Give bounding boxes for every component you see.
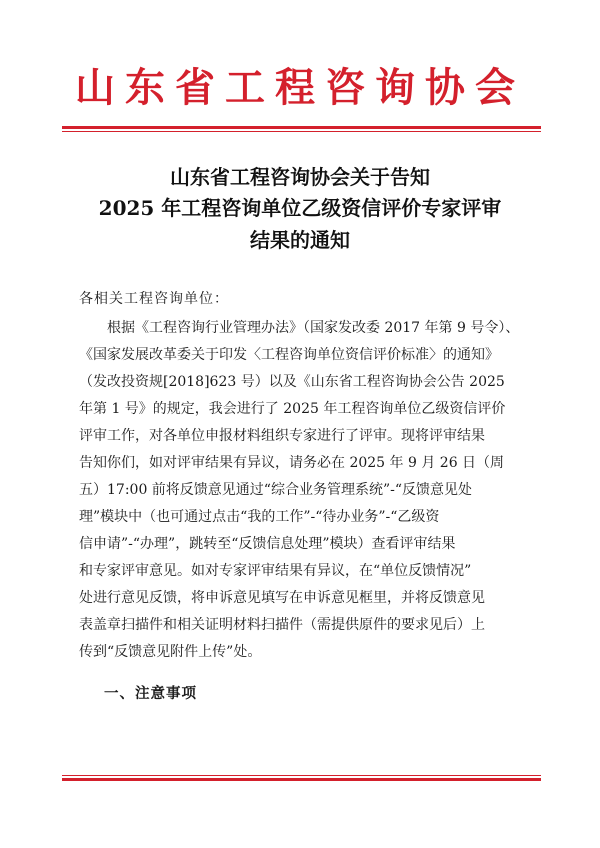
body-line: 五）17:00 前将反馈意见通过“综合业务管理系统”-“反馈意见处 xyxy=(79,482,472,498)
masthead-divider-thin xyxy=(62,131,541,132)
body-line: （发改投资规[2018]623 号）以及《山东省工程咨询协会公告 2025 xyxy=(79,374,505,390)
body-line: 处进行意见反馈，将申诉意见填写在申诉意见框里，并将反馈意见 xyxy=(79,590,485,606)
masthead-divider-thick xyxy=(62,126,541,129)
footer-divider-thin xyxy=(62,775,541,776)
body-line: 根据《工程咨询行业管理办法》（国家发改委 2017 年第 9 号令）、 xyxy=(79,320,520,336)
body-line: 评审工作，对各单位申报材料组织专家进行了评审。现将评审结果 xyxy=(79,428,485,444)
body-line: 《国家发展改革委关于印发〈工程咨询单位资信评价标准〉的通知》 xyxy=(79,347,499,363)
salutation: 各相关工程咨询单位： xyxy=(79,291,229,307)
footer-divider-thick xyxy=(62,778,541,781)
notice-title-line-3: 结果的通知 xyxy=(250,228,350,252)
body-line: 表盖章扫描件和相关证明材料扫描件（需提供原件的要求见后）上 xyxy=(79,617,485,633)
body-line: 告知你们，如对评审结果有异议，请务必在 2025 年 9 月 26 日（周 xyxy=(79,455,505,471)
notice-title-line-1: 山东省工程咨询协会关于告知 xyxy=(170,165,430,189)
notice-title-line-2: 2025 年工程咨询单位乙级资信评价专家评审 xyxy=(98,196,502,220)
section-heading: 一、注意事项 xyxy=(104,686,197,702)
body-line: 传到“反馈意见附件上传”处。 xyxy=(79,644,262,660)
body-line: 信申请”-“办理”，跳转至“反馈信息处理”模块）查看评审结果 xyxy=(79,536,456,552)
masthead-title: 山东省工程咨询协会 xyxy=(75,65,525,111)
body-line: 理”模块中（也可通过点击“我的工作”-“待办业务”-“乙级资 xyxy=(79,509,440,525)
body-line: 年第 1 号》的规定，我会进行了 2025 年工程咨询单位乙级资信评价 xyxy=(79,401,506,417)
body-line: 和专家评审意见。如对专家评审结果有异议，在“单位反馈情况” xyxy=(79,563,472,579)
